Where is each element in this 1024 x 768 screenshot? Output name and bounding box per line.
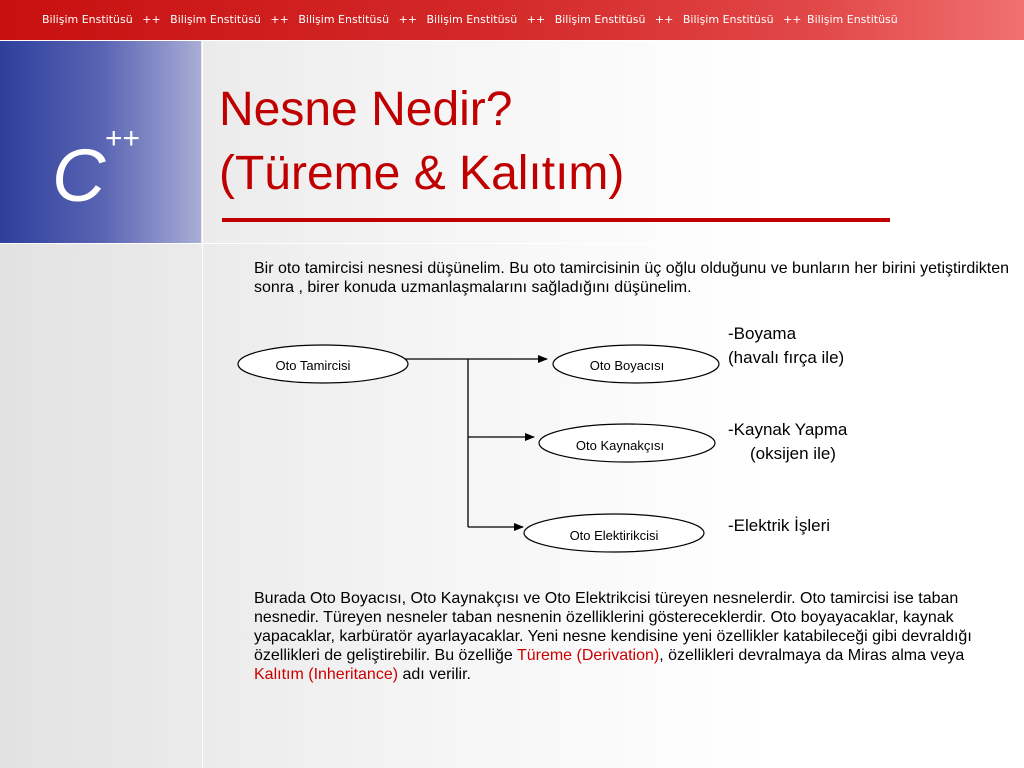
page-title [219, 78, 624, 206]
note-electrician-line1: -Elektrik İşleri [728, 516, 831, 535]
note-electrician [728, 514, 830, 538]
header-item: Bilişim Enstitüsü [682, 13, 774, 26]
node-welder-label: Oto Kaynakçısı [575, 438, 665, 453]
node-root-label: Oto Tamircisi [275, 358, 351, 373]
title-line-1: Nesne Nedir? [219, 83, 513, 136]
header-item: Bilişim Enstitüsü [426, 13, 518, 26]
header-separator: ++ [142, 13, 161, 26]
body-part-2: , özellikleri devralmaya da Miras alma veya [659, 647, 965, 664]
header-item: Bilişim Enstitüsü [807, 13, 898, 26]
header-separator: ++ [783, 13, 802, 26]
note-welder-line1: -Kaynak Yapma [728, 420, 848, 439]
header-banner [0, 0, 1024, 40]
term-derivation: Türeme (Derivation) [516, 647, 660, 664]
header-separator: ++ [398, 13, 418, 26]
node-electrician-label: Oto Elektirikcisi [569, 528, 659, 543]
header-item: Bilişim Enstitüsü [298, 13, 390, 26]
inheritance-diagram [230, 335, 730, 560]
note-painter-line2: (havalı fırça ile) [728, 348, 845, 367]
divider-middle [0, 243, 1024, 244]
note-painter-line1: -Boyama [728, 324, 797, 343]
header-separator: ++ [654, 13, 674, 26]
note-painter [728, 322, 844, 370]
title-line-2: (Türeme & Kalıtım) [219, 147, 625, 200]
note-welder-line2: (oksijen ile) [750, 444, 836, 463]
header-separator: ++ [526, 13, 546, 26]
body-part-3: adı verilir. [398, 666, 471, 683]
body-part-1: Burada Oto Boyacısı, Oto Kaynakçısı ve Oto Elektrikcisi türeyen nesnelerdir. Oto tamircisi ise taban nesnedir. Türeyen nesneler taban nesnenin özelliklerini göstereceklerdir. Oto boyayacaklar, kaynak yapacaklar, karbüratör ayarlayacaklar. Yeni nesne kendisine yeni özellikler katabileceği gibi devraldığı özellikleri de geliştirebilir. Bu özelliğe [254, 590, 972, 664]
intro-paragraph: Bir oto tamircisi nesnesi düşünelim. Bu oto tamircisinin üç oğlu olduğunu ve bunların her birini yetiştirdikten sonra , birer konuda uzmanlaşmalarını sağladığını düşünelim. [254, 260, 1010, 296]
logo-superscript: ++ [105, 122, 141, 155]
header-item: Bilişim Enstitüsü [170, 13, 261, 26]
header-item: Bilişim Enstitüsü [554, 13, 646, 26]
term-inheritance: Kalıtım (Inheritance) [254, 666, 399, 683]
note-welder [728, 418, 847, 466]
header-item: Bilişim Enstitüsü [42, 13, 133, 26]
node-painter-label: Oto Boyacısı [589, 358, 665, 373]
explanation-paragraph [254, 589, 994, 684]
header-separator: ++ [270, 13, 289, 26]
title-underline [222, 218, 890, 222]
logo-letter: C [52, 134, 106, 217]
divider-vertical [202, 41, 203, 768]
logo-box [0, 41, 201, 243]
